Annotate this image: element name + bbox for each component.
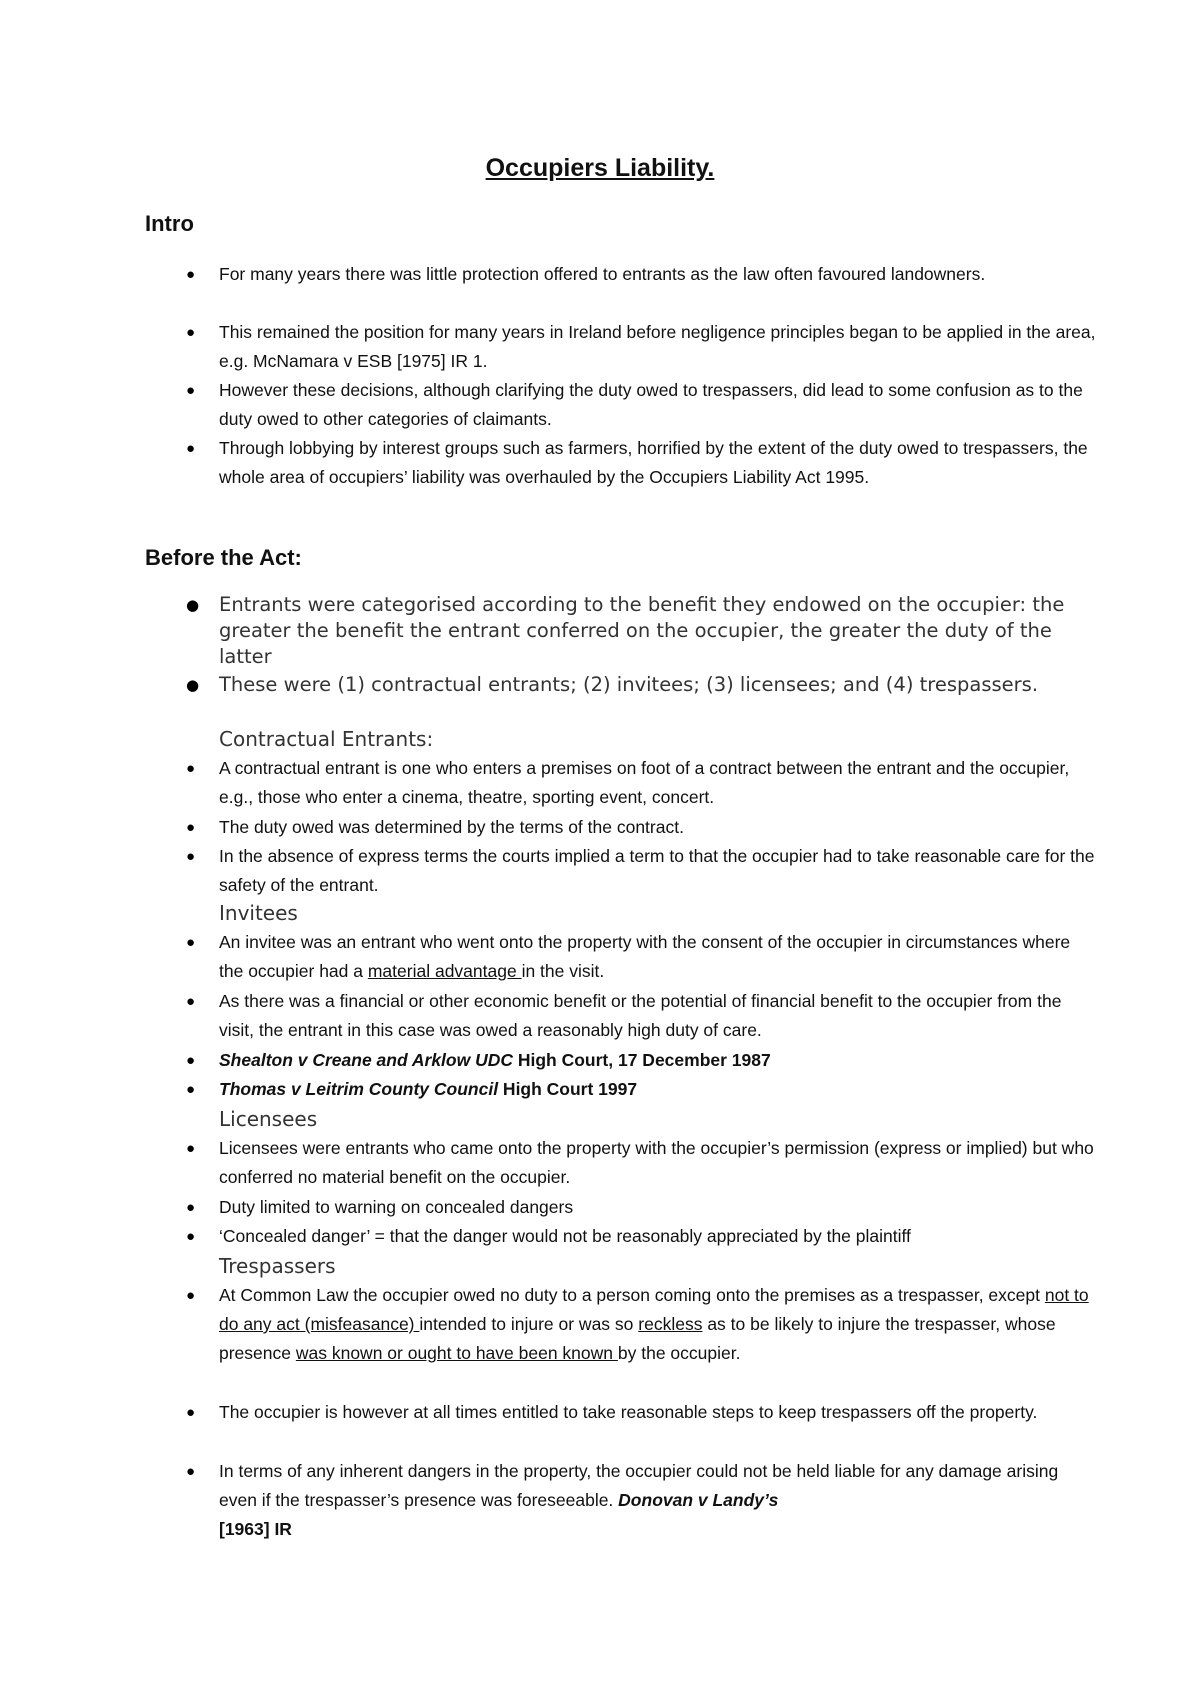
bullet-icon: ● [186, 1287, 196, 1304]
bullet-icon: ● [186, 1140, 196, 1157]
list-item-text: As there was a financial or other economic benefit or the potential of financial benefit to the occupier from the visit, the entrant in this case was owed a reasonably high duty of care. [219, 991, 1062, 1040]
bullet-icon: ● [186, 993, 196, 1010]
bullet-icon: ● [186, 596, 200, 614]
list-item-text: In the absence of express terms the courts implied a term to that the occupier had to take reasonable care for the safety of the entrant. [219, 846, 1095, 895]
list-item-text: intended to injure or was so [419, 1314, 639, 1334]
list-item-text: ‘Concealed danger’ = that the danger would not be reasonably appreciated by the plaintiff [219, 1226, 911, 1246]
bullet-icon: ● [186, 760, 196, 777]
case-name: Thomas v Leitrim County Council [219, 1079, 499, 1099]
bullet-icon: ● [186, 934, 196, 951]
list-item-text: However these decisions, although clarifying the duty owed to trespassers, did lead to some confusion as to the duty owed to other categories of claimants. [219, 380, 1083, 429]
list-item-text: Duty limited to warning on concealed dangers [219, 1197, 574, 1217]
list-item [186, 1193, 1099, 1222]
list-item-text: These were (1) contractual entrants; (2) invitees; (3) licensees; and (4) trespassers. [219, 673, 1039, 696]
case-citation: High Court 1997 [498, 1079, 638, 1099]
heading-invitees: Invitees [219, 901, 298, 925]
underlined-text: not to do any act (misfeasance) [219, 1285, 1089, 1334]
list-item-text: The occupier is however at all times entitled to take reasonable steps to keep trespassers off the property. [219, 1402, 1038, 1422]
list-item [186, 318, 1099, 376]
underlined-text: was known or ought to have been known [295, 1343, 618, 1363]
bullet-icon: ● [186, 266, 196, 283]
heading-before-the-act: Before the Act: [145, 545, 302, 570]
case-name: Shealton v Creane and Arklow UDC [219, 1050, 513, 1070]
case-name: Donovan v Landy’s [618, 1490, 779, 1510]
list-item-text: For many years there was little protection offered to entrants as the law often favoured landowners. [219, 264, 986, 284]
list-item [186, 1457, 1099, 1544]
list-item [186, 1046, 1099, 1075]
bullet-icon: ● [186, 1052, 196, 1069]
list-item-text: At Common Law the occupier owed no duty to a person coming onto the premises as a trespasser, except [219, 1285, 1045, 1305]
case-citation: High Court, 17 December 1987 [513, 1050, 771, 1070]
underlined-text: material advantage [367, 961, 522, 981]
bullet-icon: ● [186, 1228, 196, 1245]
bullet-icon: ● [186, 440, 196, 457]
list-item [186, 754, 1099, 812]
list-item [186, 813, 1099, 842]
bullet-icon: ● [186, 324, 196, 341]
list-item [186, 1222, 1099, 1251]
list-item [186, 434, 1099, 492]
list-item [186, 1075, 1099, 1104]
bullet-icon: ● [186, 1463, 196, 1480]
bullet-icon: ● [186, 848, 196, 865]
list-item [186, 987, 1099, 1045]
list-item-text: This remained the position for many years in Ireland before negligence principles began to be applied in the area, e.g. McNamara v ESB [1975] IR 1. [219, 322, 1096, 371]
list-item [186, 842, 1099, 900]
heading-contractual-entrants: Contractual Entrants: [219, 727, 434, 751]
case-citation: [1963] IR [219, 1519, 292, 1539]
bullet-icon: ● [186, 1404, 196, 1421]
list-item-text: as to be likely to injure the trespasser, whose presence [219, 1314, 1056, 1363]
list-item [186, 672, 1099, 698]
heading-intro: Intro [145, 211, 194, 236]
list-item [186, 928, 1099, 986]
bullet-icon: ● [186, 1081, 196, 1098]
bullet-icon: ● [186, 382, 196, 399]
list-item [186, 592, 1099, 670]
heading-trespassers: Trespassers [219, 1254, 336, 1278]
list-item-text: Licensees were entrants who came onto the property with the occupier’s permission (express or implied) but who conferred no material benefit on the occupier. [219, 1138, 1094, 1187]
list-item-text: Through lobbying by interest groups such as farmers, horrified by the extent of the duty owed to trespassers, the whole area of occupiers’ liability was overhauled by the Occupiers Liability Act 1995. [219, 438, 1088, 487]
heading-licensees: Licensees [219, 1107, 318, 1131]
list-item-text: A contractual entrant is one who enters a premises on foot of a contract between the entrant and the occupier, e.g., those who enter a cinema, theatre, sporting event, concert. [219, 758, 1070, 807]
bullet-icon: ● [186, 1199, 196, 1216]
list-item [186, 1134, 1099, 1192]
list-item-text: In terms of any inherent dangers in the property, the occupier could not be held liable for any damage arising even if the trespasser’s presence was foreseeable. [219, 1461, 1059, 1510]
list-item-text: Entrants were categorised according to the benefit they endowed on the occupier: the greater the benefit the entrant conferred on the occupier, the greater the duty of the latter [219, 593, 1065, 668]
underlined-text: reckless [638, 1314, 703, 1334]
list-item [186, 376, 1099, 434]
list-item [186, 260, 1099, 289]
bullet-icon: ● [186, 819, 196, 836]
page-title: Occupiers Liability. [485, 154, 715, 182]
list-item-text: An invitee was an entrant who went onto the property with the consent of the occupier in circumstances where the occupier had a [219, 932, 1071, 981]
list-item-text: The duty owed was determined by the terms of the contract. [219, 817, 684, 837]
list-item [186, 1398, 1099, 1427]
list-item [186, 1281, 1099, 1368]
list-item-text: by the occupier. [617, 1343, 741, 1363]
bullet-icon: ● [186, 676, 200, 694]
list-item-text: in the visit. [521, 961, 605, 981]
